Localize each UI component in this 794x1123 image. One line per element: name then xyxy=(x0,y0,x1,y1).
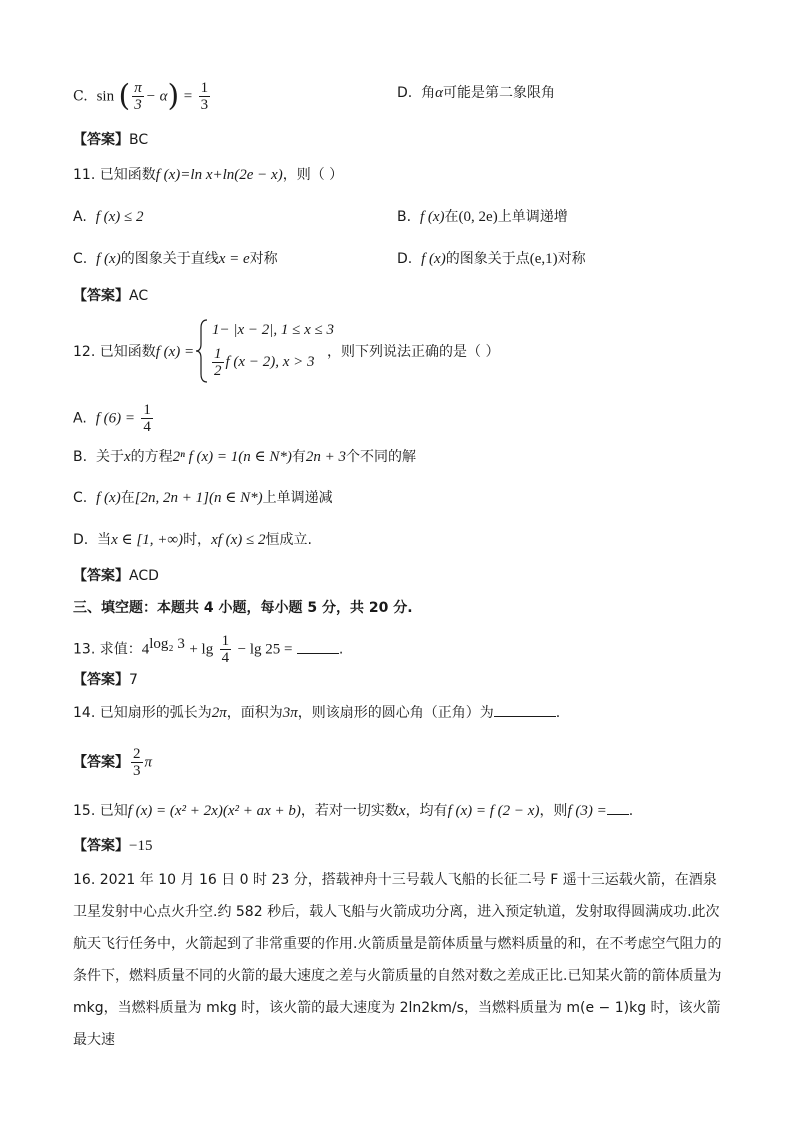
answer-label: 【答案】 xyxy=(73,568,129,584)
q13-answer xyxy=(73,670,138,690)
numerator: 1 xyxy=(143,402,151,418)
option-label: A. xyxy=(73,209,87,225)
answer-value: −15 xyxy=(129,838,153,854)
text: ，面积为 xyxy=(226,705,283,721)
fraction xyxy=(141,402,153,435)
answer-label: 【答案】 xyxy=(73,754,129,771)
paren-close: ) xyxy=(167,78,180,114)
answer-value: BC xyxy=(129,132,149,148)
area: 3π xyxy=(282,705,298,721)
text: ，则 xyxy=(539,803,568,819)
q11-option-b xyxy=(397,207,568,227)
q12-option-c xyxy=(73,488,333,508)
text: 的方程 xyxy=(130,449,173,465)
option-label: B. xyxy=(73,449,88,465)
q12-option-a xyxy=(73,402,155,435)
numerator: 1 xyxy=(200,80,209,96)
denominator: 3 xyxy=(134,97,142,113)
text: ，若对一切实数 xyxy=(300,803,399,819)
answer-label: 【答案】 xyxy=(73,672,129,688)
period: . xyxy=(555,705,561,721)
text: 在 xyxy=(444,209,459,225)
base: 4 xyxy=(141,641,150,658)
period: . xyxy=(338,641,344,658)
expr: − α xyxy=(145,88,168,105)
var: x xyxy=(398,803,406,819)
text: 的图象关于点 xyxy=(445,251,530,267)
answer-label: 【答案】 xyxy=(73,288,129,304)
identity: f (x) = f (2 − x) xyxy=(447,803,540,819)
point: (e,1) xyxy=(529,251,558,267)
q12-answer xyxy=(73,566,159,586)
fraction xyxy=(212,346,224,379)
option-math: f (x) ≤ 2 xyxy=(95,209,144,225)
denominator: 3 xyxy=(133,763,141,779)
text: 时， xyxy=(183,532,212,548)
function-expr: f (x) = xyxy=(155,344,195,360)
option-math: f (x) xyxy=(96,251,121,267)
denominator: 3 xyxy=(200,97,209,113)
text: 上单调递减 xyxy=(262,490,333,506)
numerator: 2 xyxy=(133,746,141,762)
q12-stem xyxy=(73,342,194,362)
section-title: 三、填空题：本题共 4 小题，每小题 5 分，共 20 分. xyxy=(73,600,413,616)
exponent: log₂ 3 xyxy=(149,635,185,652)
option-label: D. xyxy=(73,532,89,548)
answer-label: 【答案】 xyxy=(73,838,129,854)
q13-stem xyxy=(73,633,343,666)
function-expr: f (x)=ln x+ln(2e − x) xyxy=(155,167,283,183)
period: . xyxy=(628,803,634,819)
option-label: B. xyxy=(397,209,412,225)
option-label: C. xyxy=(73,88,88,105)
sin-fn: sin xyxy=(96,88,115,105)
q12-case1: 1− |x − 2|, 1 ≤ x ≤ 3 xyxy=(212,322,335,338)
q15-answer xyxy=(73,836,152,856)
brace-icon xyxy=(194,318,210,384)
q11-stem xyxy=(73,165,343,185)
stem-text: ，则（ ） xyxy=(282,167,344,183)
q11-option-c xyxy=(73,249,278,269)
var: x xyxy=(123,449,131,465)
text: 恒成立. xyxy=(265,532,312,548)
text: 个不同的解 xyxy=(346,449,417,465)
q14-answer xyxy=(73,746,152,779)
expr: + lg xyxy=(189,641,214,658)
text: 的图象关于直线 xyxy=(120,251,219,267)
text: 有 xyxy=(291,449,306,465)
q12-option-d xyxy=(73,530,312,550)
option-math: f (x) xyxy=(421,251,446,267)
q10-option-d xyxy=(397,83,555,103)
equation: 2ⁿ f (x) = 1(n ∈ N*) xyxy=(172,449,292,465)
option-label: D. xyxy=(397,251,413,267)
line-eq: x = e xyxy=(218,251,250,267)
expr: − lg 25 = xyxy=(237,641,293,658)
interval: (0, 2e) xyxy=(458,209,498,225)
option-label: D. xyxy=(397,85,413,101)
answer-value: AC xyxy=(129,288,149,304)
inequality: xf (x) ≤ 2 xyxy=(211,532,266,548)
text: 上单调递增 xyxy=(497,209,568,225)
option-math: f (6) = xyxy=(95,410,135,427)
option-math: f (x) xyxy=(96,490,121,506)
denominator: 2 xyxy=(214,363,222,379)
q12-case2 xyxy=(210,346,314,379)
equals: = xyxy=(183,88,193,105)
text: ，则该扇形的圆心角（正角）为 xyxy=(297,705,494,721)
numerator: π xyxy=(134,80,142,96)
q12-stem-tail: ，则下列说法正确的是（ ） xyxy=(327,344,500,360)
text: 关于 xyxy=(95,449,124,465)
stem-text: 15. 已知 xyxy=(73,803,128,819)
answer-value: 7 xyxy=(129,672,138,688)
answer-blank[interactable] xyxy=(297,639,339,654)
text: 角 xyxy=(421,85,436,101)
paren-open: ( xyxy=(118,78,131,114)
fraction xyxy=(220,633,232,666)
stem-text: 12. 已知函数 xyxy=(73,344,156,360)
fraction xyxy=(132,80,144,113)
denominator: 4 xyxy=(143,419,151,435)
text: 对称 xyxy=(249,251,278,267)
text: 当 xyxy=(97,532,112,548)
stem-text: 13. 求值： xyxy=(73,641,142,658)
function-expr: f (x) = (x² + 2x)(x² + ax + b) xyxy=(127,803,301,819)
fraction xyxy=(131,746,143,779)
answer-value: ACD xyxy=(129,568,159,584)
q11-answer xyxy=(73,286,148,306)
arc-length: 2π xyxy=(211,705,227,721)
q12-option-b xyxy=(73,447,416,467)
answer-blank[interactable] xyxy=(494,702,556,717)
count: 2n + 3 xyxy=(305,449,347,465)
numerator: 1 xyxy=(221,633,230,649)
answer-label: 【答案】 xyxy=(73,132,129,148)
text: 对称 xyxy=(557,251,586,267)
q14-stem xyxy=(73,702,560,723)
text: ，均有 xyxy=(405,803,448,819)
q15-stem xyxy=(73,800,633,821)
q10-option-c xyxy=(73,80,212,113)
pi: π xyxy=(144,754,153,771)
option-label: A. xyxy=(73,410,87,427)
case-expr: f (x − 2), x > 3 xyxy=(225,353,315,370)
ask-expr: f (3) = xyxy=(567,803,607,819)
q10-answer xyxy=(73,130,148,150)
option-label: C. xyxy=(73,490,88,506)
fraction xyxy=(199,80,211,113)
piecewise-brace xyxy=(194,318,210,384)
text: 在 xyxy=(120,490,135,506)
q11-option-a xyxy=(73,207,144,227)
interval: [2n, 2n + 1](n ∈ N*) xyxy=(134,490,263,506)
option-label: C. xyxy=(73,251,88,267)
stem-text: 11. 已知函数 xyxy=(73,167,156,183)
condition: x ∈ [1, +∞) xyxy=(111,532,184,548)
alpha: α xyxy=(435,85,444,101)
q11-option-d xyxy=(397,249,586,269)
denominator: 4 xyxy=(221,650,230,666)
text: 可能是第二象限角 xyxy=(443,85,556,101)
numerator: 1 xyxy=(214,346,222,362)
stem-text: 14. 已知扇形的弧长为 xyxy=(73,705,212,721)
q16-paragraph: 16. 2021 年 10 月 16 日 0 时 23 分，搭载神舟十三号载人飞船的长征二号 F 遥十三运载火箭，在酒泉卫星发射中心点火升空.约 582 秒后，载人飞船与火箭成功分离，进入预定轨道，发射取得圆满成功.此次航天飞行任务中，火箭起到了非常重要的作用.火箭质量是箭体质量与燃料质量的和，在不考虑空气阻力的条件下，燃料质量不同的火箭的最大速度之差与火箭质量的自然对数之差成正比.已知某火箭的箭体质量为 mkg，当燃料质量为 mkg 时，该火箭的最大速度为 2ln2km/s，当燃料质量为 m(e − 1)kg 时，该火箭最大速 xyxy=(73,872,722,1048)
option-math: f (x) xyxy=(419,209,445,225)
answer-blank[interactable] xyxy=(607,800,629,815)
